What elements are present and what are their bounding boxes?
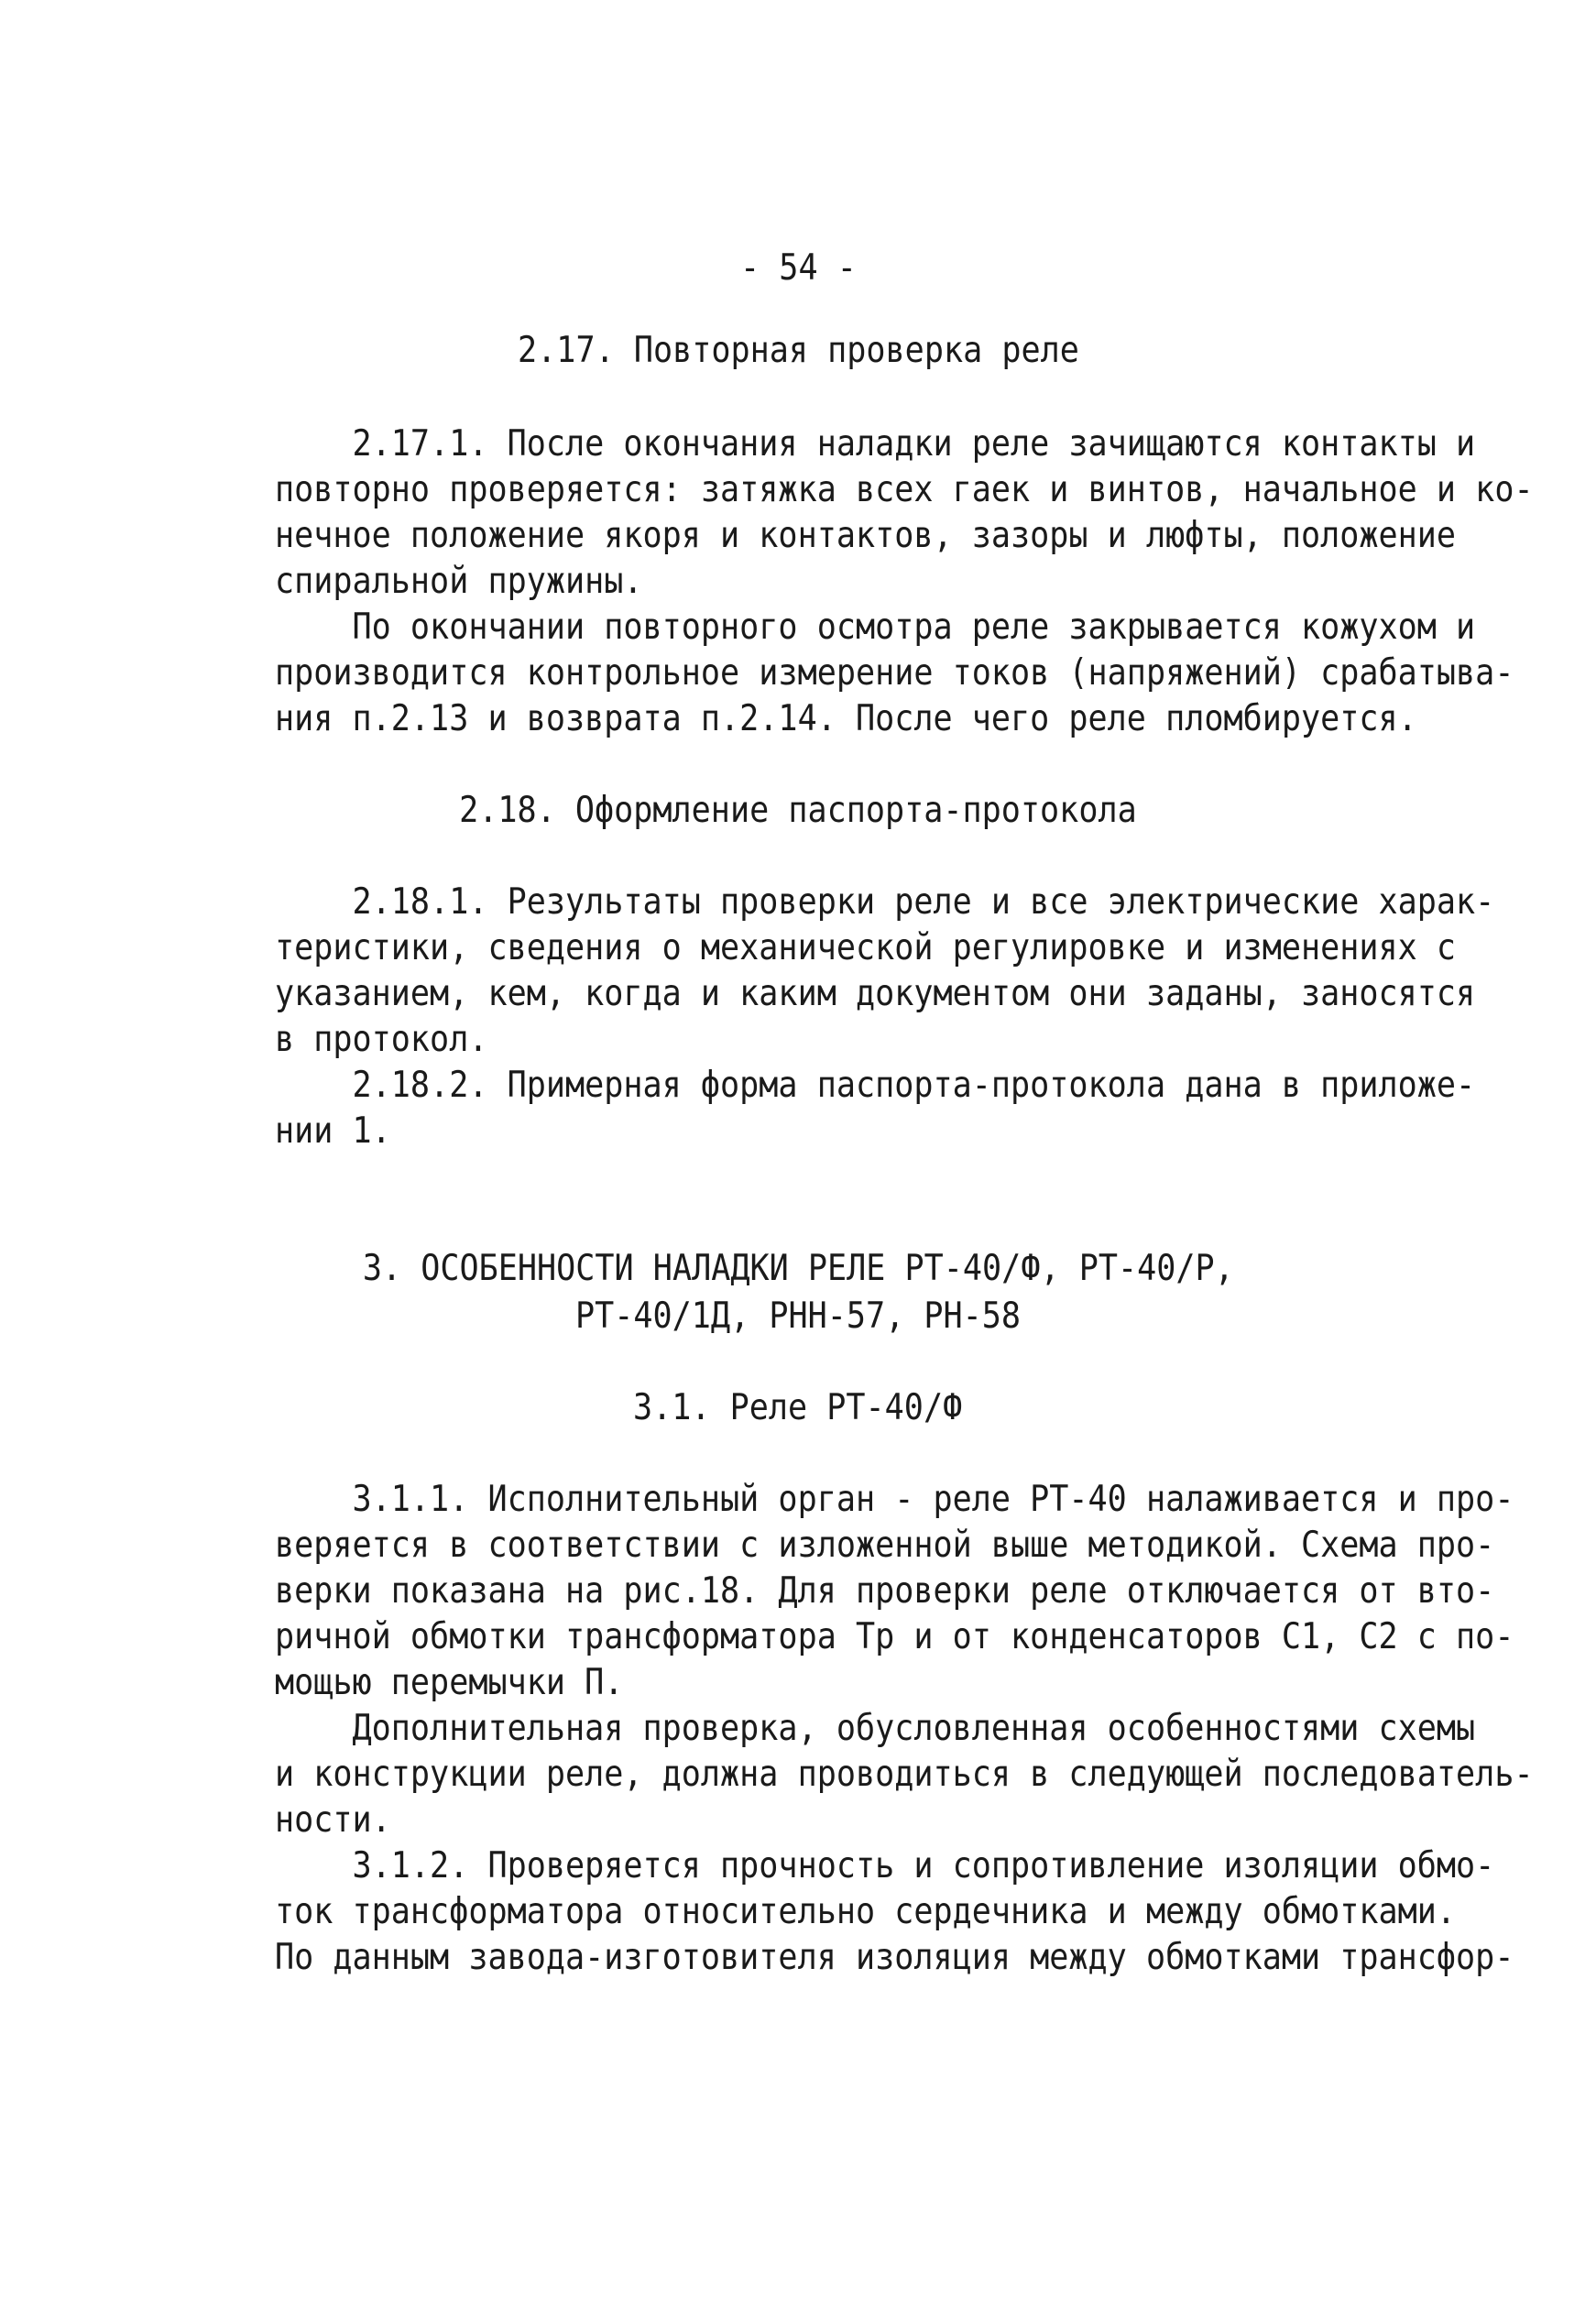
para-3-1-1-line: верки показана на рис.18. Для проверки реле отключается от вто- [275, 1570, 1495, 1612]
heading-2-18: 2.18. Оформление паспорта-протокола [459, 790, 1137, 831]
para-2-17-1-line: 2.17.1. После окончания наладки реле зачищаются контакты и [275, 423, 1476, 465]
para-3-1-2-line: 3.1.2. Проверяется прочность и сопротивление изоляции обмо- [275, 1845, 1495, 1886]
para-3-1-2-line: ток трансформатора относительно сердечника и между обмотками. [275, 1891, 1457, 1932]
para-3-1-additional-line: ности. [275, 1799, 391, 1841]
para-2-18-2-line: нии 1. [275, 1110, 391, 1152]
para-3-1-1-line: мощью перемычки П. [275, 1662, 624, 1703]
para-2-17-2-line: По окончании повторного осмотра реле закрывается кожухом и [275, 607, 1476, 648]
page-number: - 54 - [739, 247, 857, 289]
para-2-18-1-line: 2.18.1. Результаты проверки реле и все электрические харак- [275, 881, 1495, 923]
para-2-17-2-line: производится контрольное измерение токов (напряжений) срабатыва- [275, 652, 1514, 694]
heading-3-1: 3.1. Реле РТ-40/Ф [633, 1387, 963, 1428]
para-2-17-1-line: нечное положение якоря и контактов, зазоры и люфты, положение [275, 515, 1457, 556]
para-2-18-1-line: теристики, сведения о механической регулировке и изменениях с [275, 927, 1457, 968]
para-3-1-additional-line: и конструкции реле, должна проводиться в следующей последователь- [275, 1754, 1534, 1795]
para-2-17-2-line: ния п.2.13 и возврата п.2.14. После чего реле пломбируется. [275, 698, 1417, 739]
para-2-18-2-line: 2.18.2. Примерная форма паспорта-протокола дана в приложе- [275, 1065, 1476, 1106]
chapter-3-title: 3. ОСОБЕННОСТИ НАЛАДКИ РЕЛЕ РТ-40/Ф, РТ-40/Р, [362, 1248, 1234, 1289]
para-2-18-1-line: указанием, кем, когда и каким документом они заданы, заносятся [275, 973, 1476, 1014]
chapter-3-title: РТ-40/1Д, РНН-57, РН-58 [574, 1296, 1022, 1337]
para-3-1-additional-line: Дополнительная проверка, обусловленная особенностями схемы [275, 1708, 1476, 1749]
para-3-1-1-line: веряется в соответствии с изложенной выше методикой. Схема про- [275, 1525, 1495, 1566]
para-2-17-1-line: повторно проверяется: затяжка всех гаек и винтов, начальное и ко- [275, 469, 1534, 510]
heading-2-17: 2.17. Повторная проверка реле [517, 330, 1079, 371]
para-3-1-1-line: ричной обмотки трансформатора Тр и от конденсаторов С1, С2 с по- [275, 1616, 1514, 1657]
para-3-1-1-line: 3.1.1. Исполнительный орган - реле РТ-40 налаживается и про- [275, 1479, 1514, 1520]
para-2-17-1-line: спиральной пружины. [275, 561, 643, 602]
para-3-1-2-line: По данным завода-изготовителя изоляция между обмотками трансфор- [275, 1937, 1514, 1978]
para-2-18-1-line: в протокол. [275, 1019, 488, 1060]
